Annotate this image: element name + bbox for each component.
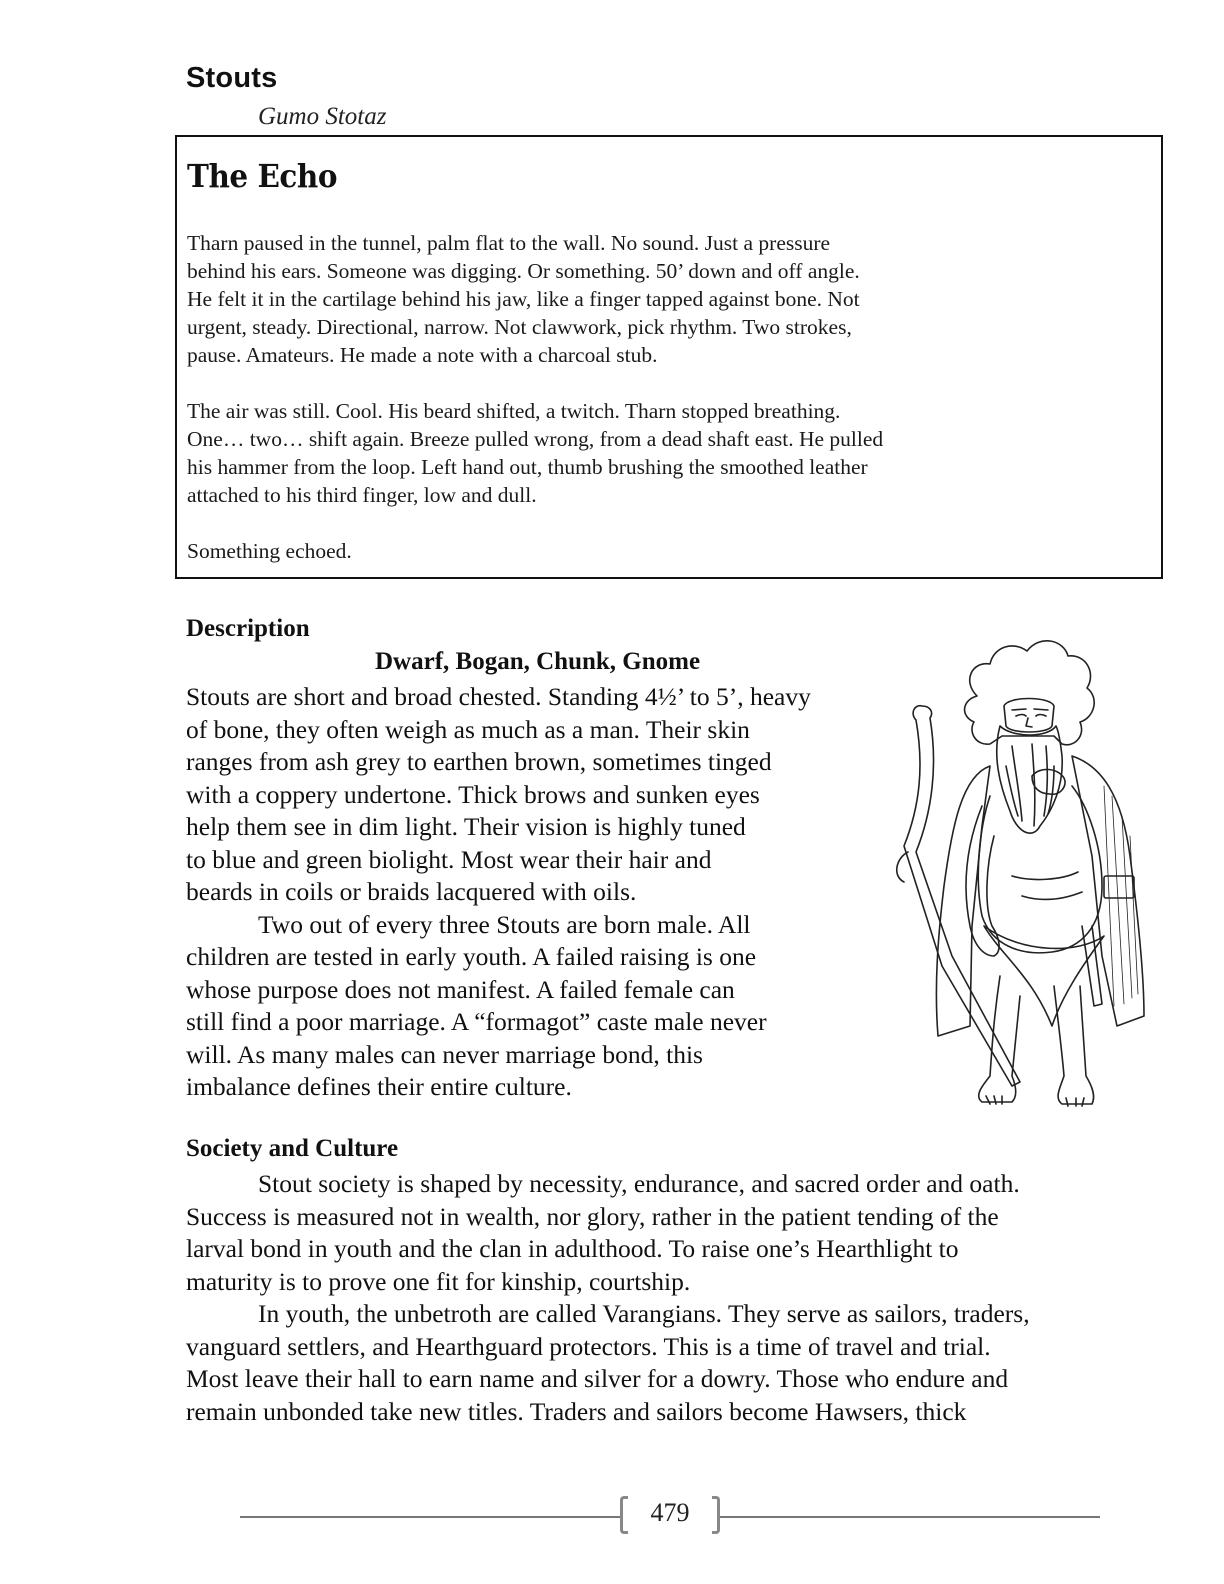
description-line: still find a poor marriage. A “formagot” caste male never bbox=[186, 1007, 767, 1036]
story-body bbox=[187, 229, 1147, 593]
story-paragraph bbox=[187, 229, 1147, 369]
loincloth bbox=[984, 926, 1104, 1026]
dwarf-illustration bbox=[882, 626, 1152, 1116]
description-aliases: Dwarf, Bogan, Chunk, Gnome bbox=[375, 648, 701, 675]
description-line: children are tested in early youth. A failed raising is one bbox=[186, 942, 757, 971]
story-title: The Echo bbox=[187, 157, 338, 195]
story-line: attached to his third finger, low and dull. bbox=[187, 483, 537, 507]
beard bbox=[997, 726, 1062, 833]
story-line: The air was still. Cool. His beard shifted, a twitch. Tharn stopped breathing. bbox=[187, 399, 841, 423]
story-line: Something echoed. bbox=[187, 539, 352, 563]
story-line: He felt it in the cartilage behind his jaw, like a finger tapped against bone. Not bbox=[187, 287, 860, 311]
description-line: to blue and green biolight. Most wear their hair and bbox=[186, 844, 712, 874]
story-line: One… two… shift again. Breeze pulled wrong, from a dead shaft east. He pulled bbox=[187, 427, 884, 451]
society-line: vanguard settlers, and Hearthguard protectors. This is a time of travel and trial. bbox=[186, 1331, 991, 1361]
description-line: Two out of every three Stouts are born male. All bbox=[258, 909, 751, 939]
society-line: remain unbonded take new titles. Traders and sailors become Hawsers, thick bbox=[186, 1396, 967, 1426]
description-line: Stouts are short and broad chested. Standing 4½’ to 5’, heavy bbox=[186, 682, 811, 711]
section-title: Stouts bbox=[186, 62, 278, 94]
page-number: 479 bbox=[650, 1498, 690, 1527]
story-paragraph bbox=[187, 537, 1147, 565]
society-heading: Society and Culture bbox=[186, 1135, 399, 1162]
hair bbox=[965, 641, 1095, 745]
story-line: behind his ears. Someone was digging. Or something. 50’ down and off angle. bbox=[187, 259, 860, 283]
description-heading: Description bbox=[186, 615, 310, 642]
story-line: Tharn paused in the tunnel, palm flat to the wall. No sound. Just a pressure bbox=[187, 231, 831, 255]
society-line: In youth, the unbetroth are called Varangians. They serve as sailors, traders, bbox=[258, 1299, 1030, 1328]
society-body bbox=[186, 1168, 1030, 1428]
right-leg bbox=[1054, 986, 1094, 1104]
society-line: Most leave their hall to earn name and silver for a dowry. Those who endure and bbox=[186, 1364, 1009, 1393]
description-line: imbalance defines their entire culture. bbox=[186, 1072, 572, 1101]
footer-rule-right bbox=[720, 1516, 1100, 1518]
society-line: larval bond in youth and the clan in adulthood. To raise one’s Hearthlight to bbox=[186, 1234, 959, 1263]
description-body bbox=[186, 681, 811, 1104]
story-line: urgent, steady. Directional, narrow. Not clawwork, pick rhythm. Two strokes, bbox=[187, 315, 852, 339]
society-line: maturity is to prove one fit for kinship, courtship. bbox=[186, 1266, 691, 1296]
description-line: help them see in dim light. Their vision is highly tuned bbox=[186, 812, 746, 841]
description-line: beards in coils or braids lacquered with oils. bbox=[186, 877, 637, 906]
description-line: ranges from ash grey to earthen brown, sometimes tinged bbox=[186, 747, 772, 776]
section-subtitle: Gumo Stotaz bbox=[258, 103, 387, 130]
footer-rule-left bbox=[240, 1516, 620, 1518]
society-line: Success is measured not in wealth, nor glory, rather in the patient tending of the bbox=[186, 1201, 999, 1231]
left-brace-icon bbox=[620, 1496, 628, 1534]
description-line: whose purpose does not manifest. A failed female can bbox=[186, 974, 735, 1004]
story-paragraph bbox=[187, 397, 1147, 509]
story-line: pause. Amateurs. He made a note with a charcoal stub. bbox=[187, 343, 658, 367]
right-brace-icon bbox=[712, 1496, 720, 1534]
society-line: Stout society is shaped by necessity, endurance, and sacred order and oath. bbox=[258, 1169, 1020, 1198]
page-footer bbox=[240, 1494, 1100, 1538]
description-line: of bone, they often weigh as much as a man. Their skin bbox=[186, 714, 750, 744]
story-line: his hammer from the loop. Left hand out, thumb brushing the smoothed leather bbox=[187, 455, 868, 479]
description-line: with a coppery undertone. Thick brows and sunken eyes bbox=[186, 779, 760, 809]
story-box bbox=[175, 135, 1163, 579]
description-line: will. As many males can never marriage bond, this bbox=[186, 1039, 703, 1069]
cloak-right bbox=[1072, 756, 1144, 1026]
